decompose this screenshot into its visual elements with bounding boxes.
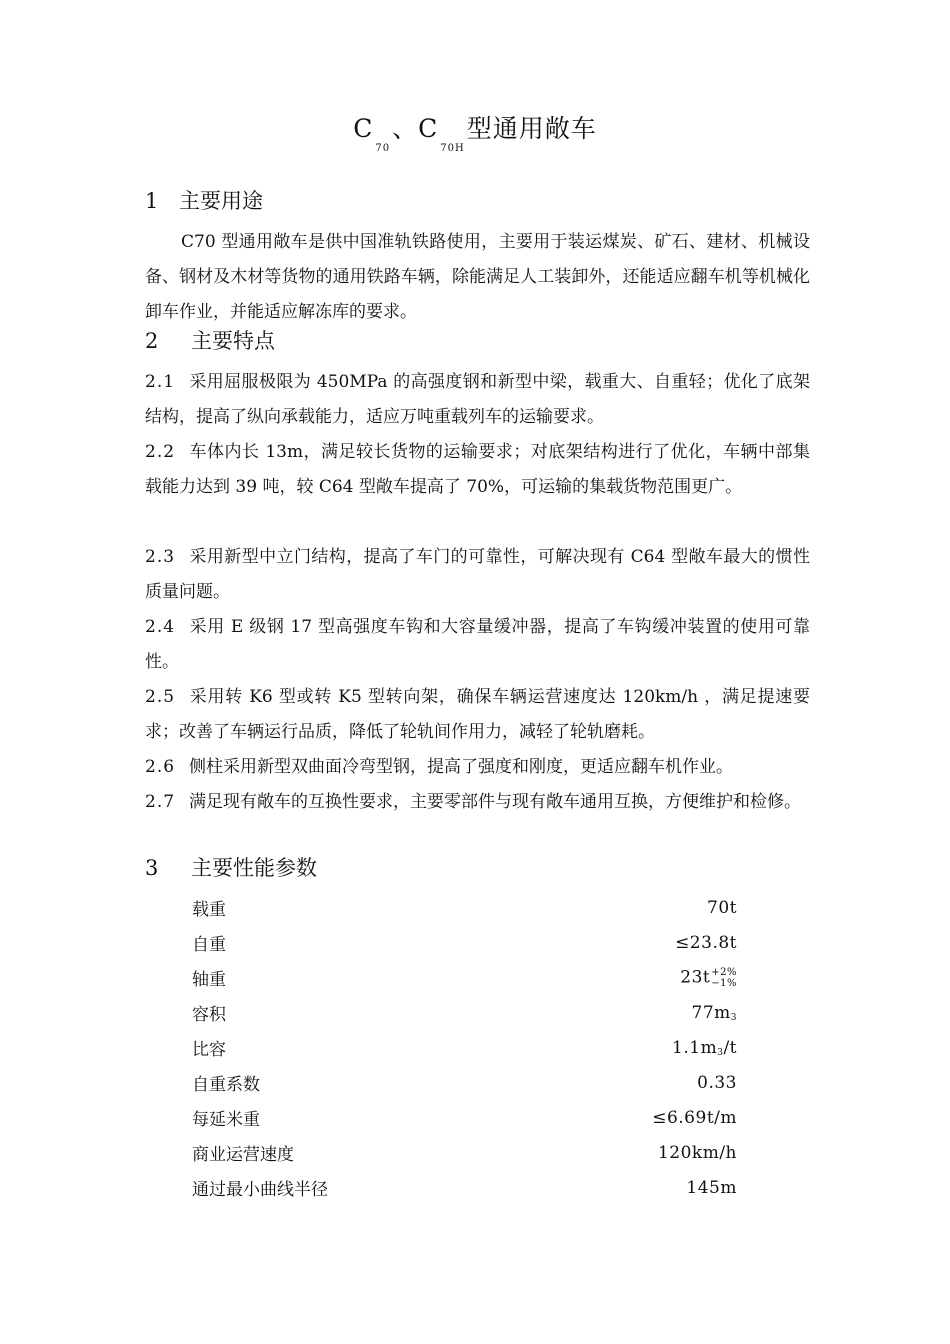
spec-value-main: 23t — [680, 967, 711, 987]
spec-label: 通过最小曲线半径 — [192, 1180, 328, 1200]
title-subscript-70: 70 — [375, 143, 391, 154]
spec-value-main: 77m — [691, 1002, 731, 1023]
section-title: 主要特点 — [191, 329, 275, 353]
spec-row-load — [192, 890, 737, 925]
feature-item-2-3 — [145, 540, 810, 610]
section-2-heading — [145, 326, 275, 356]
section-1-heading — [145, 186, 263, 216]
spec-row-volume — [192, 995, 737, 1030]
spec-value: 145m — [686, 1177, 737, 1198]
section-number: 3 — [145, 856, 159, 880]
document-title — [0, 112, 950, 166]
feature-item-2-7 — [145, 785, 810, 820]
item-text: 满足现有敞车的互换性要求，主要零部件与现有敞车通用互换，方便维护和检修。 — [189, 792, 802, 812]
spec-label: 容积 — [192, 1005, 226, 1025]
item-number: 2.6 — [145, 757, 176, 777]
item-text: 采用屈服极限为 450MPa 的高强度钢和新型中梁，载重大、自重轻；优化了底架结构，提高了纵向承载能力，适应万吨重载列车的运输要求。 — [145, 372, 810, 427]
spec-value: 120km/h — [657, 1142, 737, 1163]
spec-label: 自重系数 — [192, 1075, 260, 1095]
spec-label: 自重 — [192, 935, 226, 955]
item-number: 2.2 — [145, 442, 176, 462]
spec-value — [672, 1038, 737, 1058]
spec-superscript: 3 — [717, 1047, 724, 1058]
feature-item-2-4 — [145, 610, 810, 680]
spec-row-tare-weight — [192, 925, 737, 960]
section-number: 1 — [145, 189, 159, 213]
item-number: 2.1 — [145, 372, 176, 392]
spec-value-tail: /t — [723, 1037, 737, 1058]
spec-label: 比容 — [192, 1040, 226, 1060]
spec-row-specific-volume — [192, 1030, 737, 1065]
section-3-heading — [145, 853, 317, 883]
feature-item-2-2 — [145, 435, 810, 505]
item-text: 车体内长 13m，满足较长货物的运输要求；对底架结构进行了优化，车辆中部集载能力达到 39 吨，较 C64 型敞车提高了 70%，可运输的集载货物范围更广。 — [145, 442, 810, 497]
spec-row-axle-load — [192, 960, 737, 995]
spec-tolerance — [711, 967, 737, 989]
spec-value — [680, 967, 737, 989]
section-title: 主要用途 — [179, 189, 263, 213]
spec-row-min-curve-radius — [192, 1170, 737, 1205]
item-text: 采用新型中立门结构，提高了车门的可靠性，可解决现有 C64 型敞车最大的惯性质量问题。 — [145, 547, 810, 602]
spec-row-weight-per-meter — [192, 1100, 737, 1135]
spec-value — [692, 1003, 738, 1023]
section-1-body: C70 型通用敞车是供中国准轨铁路使用，主要用于装运煤炭、矿石、建材、机械设备、钢材及木材等货物的通用铁路车辆，除能满足人工装卸外，还能适应翻车机等机械化卸车作业，并能适应解冻库的要求。 — [145, 232, 810, 322]
section-title: 主要性能参数 — [191, 856, 317, 880]
spec-label: 轴重 — [192, 970, 226, 990]
item-text: 采用转 K6 型或转 K5 型转向架，确保车辆运营速度达 120km/h ，满足提速要求；改善了车辆运行品质，降低了轮轨间作用力，减轻了轮轨磨耗。 — [145, 687, 810, 742]
spec-value: ≤23.8t — [675, 932, 737, 953]
spec-label: 每延米重 — [192, 1110, 260, 1130]
spec-table — [192, 890, 737, 1205]
spec-row-operating-speed — [192, 1135, 737, 1170]
spec-label: 载重 — [192, 900, 226, 920]
spec-value-main: 1.1m — [672, 1037, 718, 1058]
spec-label: 商业运营速度 — [192, 1145, 294, 1165]
tolerance-minus: −1% — [711, 977, 737, 989]
section-number: 2 — [145, 329, 159, 353]
item-text: 侧柱采用新型双曲面冷弯型钢，提高了强度和刚度，更适应翻车机作业。 — [189, 757, 734, 777]
title-subscript-70h: 70H — [440, 143, 465, 154]
item-number: 2.5 — [145, 687, 176, 707]
title-prefix: C — [353, 114, 374, 143]
item-text: 采用 E 级钢 17 型高强度车钩和大容量缓冲器，提高了车钩缓冲装置的使用可靠性。 — [145, 617, 810, 672]
spec-row-tare-coefficient — [192, 1065, 737, 1100]
item-number: 2.3 — [145, 547, 176, 567]
spec-superscript: 3 — [730, 1012, 737, 1023]
feature-item-2-5 — [145, 680, 810, 750]
feature-item-2-1 — [145, 365, 810, 435]
tolerance-plus: +2% — [711, 966, 737, 978]
spec-value: 70t — [707, 897, 737, 918]
spec-value: 0.33 — [697, 1072, 737, 1093]
title-suffix: 型通用敞车 — [466, 114, 597, 143]
title-separator: 、C — [392, 114, 439, 143]
item-number: 2.4 — [145, 617, 176, 637]
spec-value: ≤6.69t/m — [652, 1107, 737, 1128]
feature-item-2-6 — [145, 750, 810, 785]
item-number: 2.7 — [145, 792, 176, 812]
